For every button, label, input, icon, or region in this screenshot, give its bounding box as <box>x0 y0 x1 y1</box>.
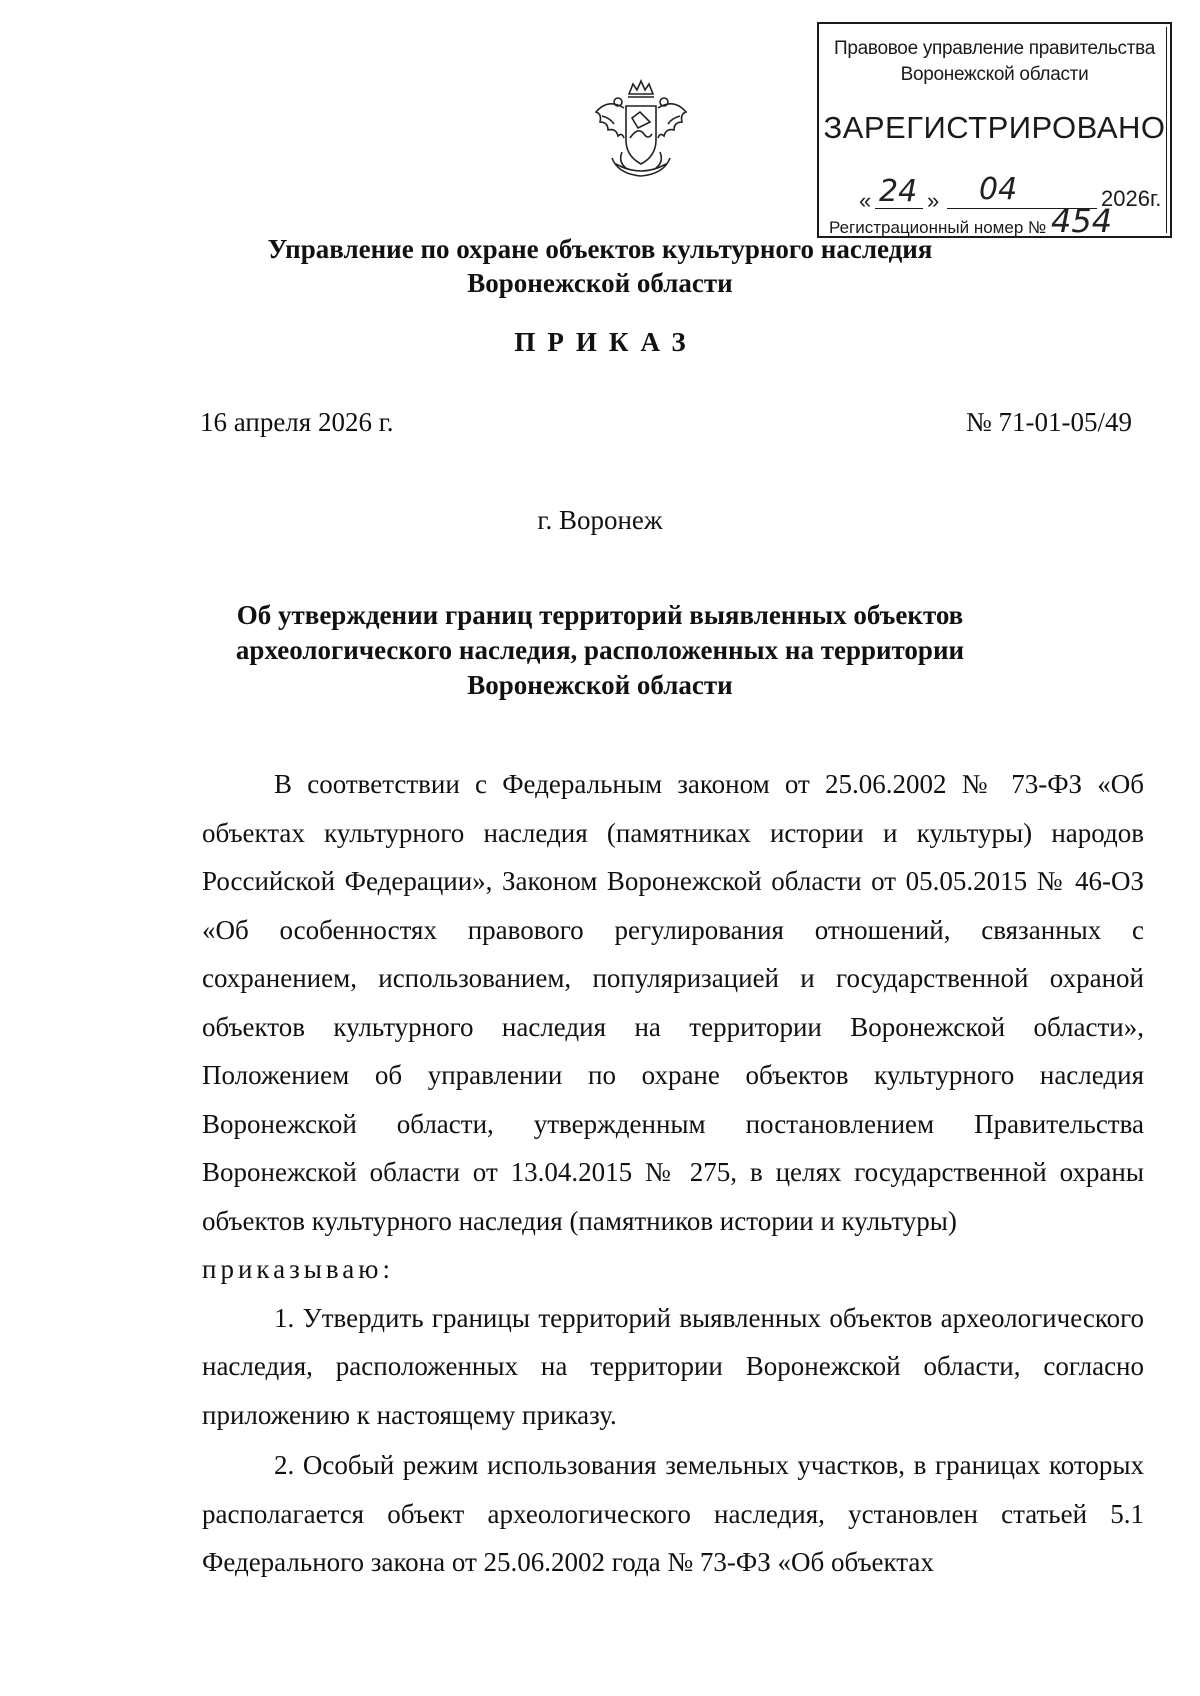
document-date: 16 апреля 2026 г. <box>200 407 394 437</box>
order-item-2: 2. Особый режим использования земельных участков, в границах которых располагается объект археологического наследия, установлен статьей 5.1 Федерального закона от 25.06.2002 года № 73-ФЗ «Об объектах <box>202 1450 1144 1577</box>
stamp-open-quote: « <box>859 188 872 213</box>
subject-line2: археологического наследия, расположенных на территории <box>235 635 965 665</box>
stamp-authority-line2: Воронежской области <box>900 64 1089 85</box>
order-item-1: 1. Утвердить границы территорий выявленных объектов археологического наследия, расположенных на территории Воронежской области, согласно приложению к настоящему приказу. <box>202 1302 1144 1430</box>
stamp-year: 2026г. <box>1101 186 1162 211</box>
stamp-close-quote: » <box>927 188 940 213</box>
organization-name-line1: Управление по охране объектов культурного наследия <box>267 234 933 264</box>
stamp-regno-label: Регистрационный номер № <box>829 218 1047 237</box>
preamble-paragraph: В соответствии с Федеральным законом от 25.06.2002 № 73-ФЗ «Об объектах культурного наследия (памятниках истории и культуры) народов Российской Федерации», Законом Воронежской области от 05.05.2015 № 46-ОЗ «Об особенностях правового регулирования отношений, связанных с сохранением, использованием, популяризацией и государственной охраной объектов культурного наследия на территории Воронежской области», Положением об управлении по охране объектов культурного наследия Воронежской области, утвержденным постановлением Правительства Воронежской области от 13.04.2015 № 275, в целях государственной охраны объектов культурного наследия (памятников истории и культуры) <box>202 769 1144 1236</box>
stamp-regno-handwritten: 454 <box>1051 202 1113 240</box>
document-subject <box>0 598 1200 703</box>
subject-line1: Об утверждении границ территорий выявленных объектов <box>236 600 964 630</box>
stamp-day-underline <box>875 208 923 209</box>
stamp-authority-line1: Правовое управление правительства <box>833 38 1155 59</box>
organization-name <box>0 232 1200 300</box>
registration-stamp <box>817 22 1172 238</box>
stamp-registered-label: ЗАРЕГИСТРИРОВАНО <box>823 110 1166 145</box>
organization-name-line2: Воронежской области <box>467 268 733 298</box>
coat-of-arms-emblem <box>588 78 694 184</box>
subject-line3: Воронежской области <box>467 670 733 700</box>
stamp-day-handwritten: 24 <box>879 174 918 209</box>
document-number: № 71-01-05/49 <box>966 407 1132 437</box>
document-body <box>202 760 1144 1587</box>
document-city: г. Воронеж <box>537 505 663 535</box>
document-type-title: ПРИКАЗ <box>514 327 698 357</box>
stamp-month-handwritten: 04 <box>979 172 1018 207</box>
order-word: приказываю: <box>202 1254 394 1284</box>
